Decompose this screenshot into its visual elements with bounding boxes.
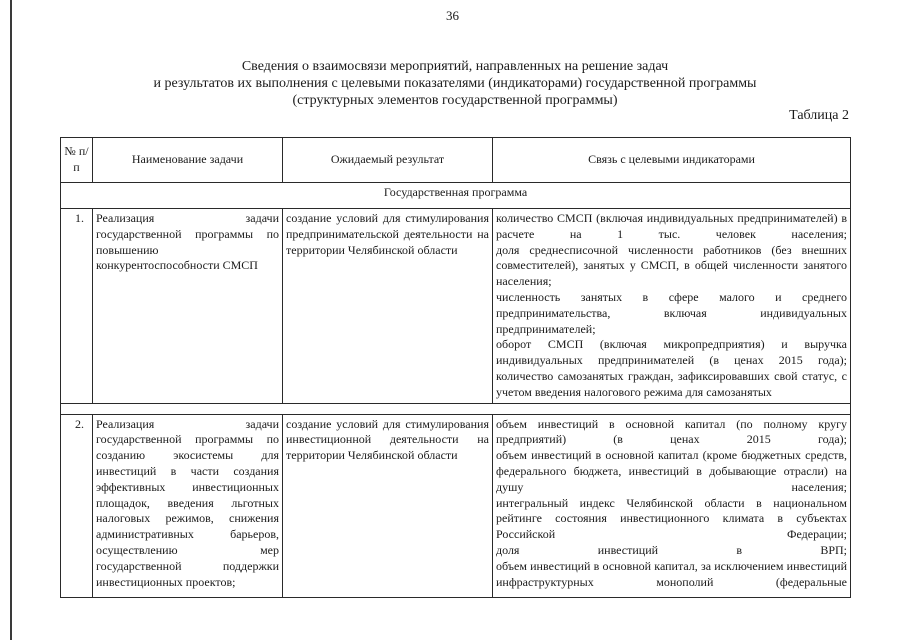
table-header-row	[61, 138, 851, 183]
page-left-border	[10, 0, 12, 640]
table-row	[61, 414, 851, 597]
indicator-item: оборот СМСП (включая микропредприятия) и выручка индивидуальных предпринимателей (в ценах 2015 года);	[496, 337, 847, 368]
title-line-2: и результатов их выполнения с целевыми показателями (индикаторами) государственной программы	[153, 76, 757, 91]
header-result: Ожидаемый результат	[283, 138, 493, 183]
indicators-table	[60, 137, 851, 598]
expected-result: создание условий для стимулирования предпринимательской деятельности на территории Челябинской области	[283, 209, 493, 404]
indicator-links	[493, 414, 851, 597]
expected-result: создание условий для стимулирования инвестиционной деятельности на территории Челябинской области	[283, 414, 493, 597]
page-number: 36	[446, 8, 459, 23]
row-number: 1.	[61, 209, 93, 404]
indicator-item: доля инвестиций в ВРП;	[496, 542, 847, 557]
header-num: № п/п	[61, 138, 93, 183]
title-line-1: Сведения о взаимосвязи мероприятий, направленных на решение задач	[241, 59, 669, 74]
indicator-item: интегральный индекс Челябинской области в национальном рейтинге состояния инвестиционного климата в субъектах Российской Федерации;	[496, 495, 847, 542]
indicator-item: объем инвестиций в основной капитал (кроме бюджетных средств, федерального бюджета, инвестиций в добывающие отрасли) на душу населения;	[496, 448, 847, 494]
indicator-links	[493, 209, 851, 404]
indicator-item: доля среднесписочной численности работников (без внешних совместителей), занятых у СМСП, в общей численности занятого населения;	[496, 242, 847, 289]
table-row	[61, 209, 851, 404]
indicator-item: количество самозанятых граждан, зафиксировавших свой статус, с учетом введения налогового режима для самозанятых	[496, 368, 847, 399]
document-title	[60, 58, 850, 109]
task-name: Реализация задачи государственной программы по созданию экосистемы для инвестиций в части создания эффективных инвестиционных площадок, введения льготных налоговых режимов, снижения административных барьеров, осуществлению мер государственной поддержки инвестиционных проектов;	[93, 414, 283, 597]
table-label: Таблица 2	[789, 108, 849, 123]
title-line-3: (структурных элементов государственной программы)	[292, 93, 618, 108]
header-task: Наименование задачи	[93, 138, 283, 183]
indicator-item: объем инвестиций в основной капитал (по полному кругу предприятий) (в ценах 2015 года);	[496, 416, 847, 447]
header-link: Связь с целевыми индикаторами	[493, 138, 851, 183]
indicator-item: объем инвестиций в основной капитал, за исключением инвестиций инфраструктурных монополий (федеральные	[496, 558, 847, 589]
indicator-item: численность занятых в сфере малого и среднего предпринимательства, включая индивидуальных предпринимателей;	[496, 289, 847, 336]
section-row	[61, 183, 851, 209]
row-number: 2.	[61, 414, 93, 597]
section-title: Государственная программа	[61, 183, 851, 209]
indicator-item: количество СМСП (включая индивидуальных предпринимателей) в расчете на 1 тыс. человек населения;	[496, 211, 847, 241]
row-separator	[61, 403, 851, 414]
task-name: Реализация задачи государственной программы по повышению конкурентоспособности СМСП	[93, 209, 283, 404]
